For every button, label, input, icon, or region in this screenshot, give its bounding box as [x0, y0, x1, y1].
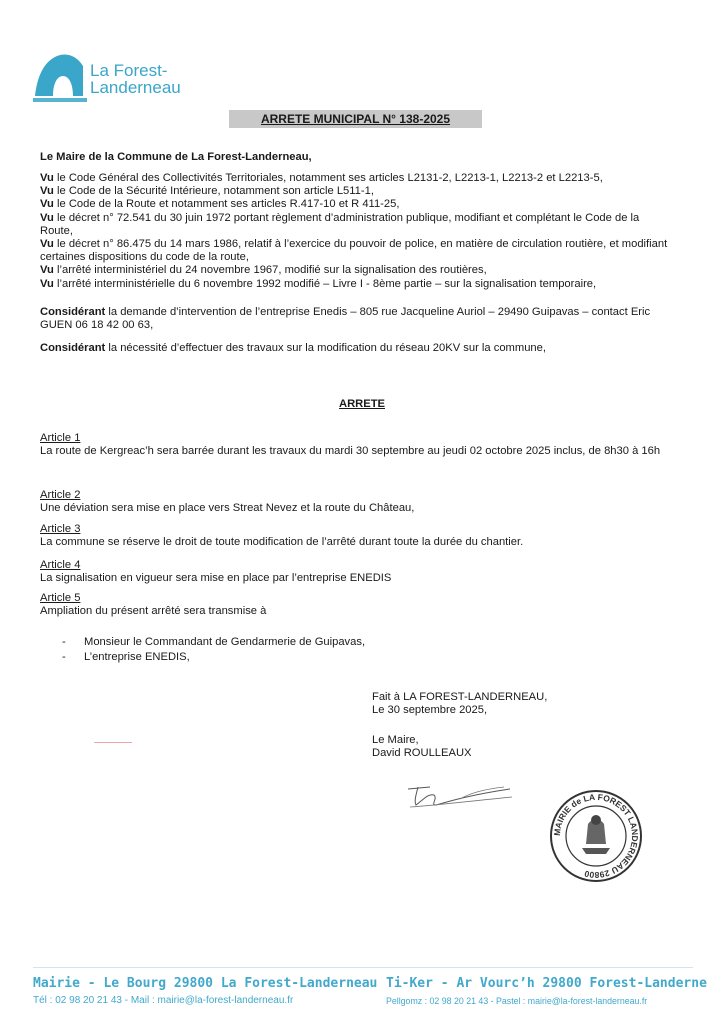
footer-divider — [33, 967, 693, 968]
logo-text: La Forest- Landerneau — [90, 61, 181, 97]
footer-contact-right: Pellgomz : 02 98 20 21 43 - Pastel : mairie@la-forest-landerneau.fr — [386, 996, 648, 1006]
vu-item: Vu le Code de la Route et notamment ses articles R.417-10 et R 411-25, — [40, 198, 400, 211]
article — [40, 592, 672, 618]
recipient-item: - Monsieur le Commandant de Gendarmerie de Guipavas, — [62, 636, 365, 651]
article-text: La signalisation en vigueur sera mise en place par l’entreprise ENEDIS — [40, 572, 392, 585]
vu-list — [40, 172, 672, 291]
vu-item: Vu le Code Général des Collectivités Territoriales, notamment ses articles L2131-2, L2213-1, L2213-2 et L2213-5, — [40, 172, 603, 184]
article — [40, 523, 672, 549]
official-stamp-icon — [548, 788, 644, 884]
vu-item: Vu le décret n° 86.475 du 14 mars 1986, relatif à l’exercice du pouvoir de police, en matière de circulation routière, et modifiant certaines dispositions du code de la route, — [40, 238, 668, 264]
article-text: Ampliation du présent arrêté sera transmise à — [40, 605, 267, 618]
article-label: Article 1 — [40, 432, 81, 444]
signature-place-date: Fait à LA FOREST-LANDERNEAU, Le 30 septembre 2025, — [372, 691, 548, 717]
svg-text:MAIRIE de LA FOREST LANDERNEAU: MAIRIE de LA FOREST LANDERNEAU 29800 — [551, 791, 641, 881]
article — [40, 559, 672, 585]
vu-item: Vu le Code de la Sécurité Intérieure, notamment son article L511-1, — [40, 185, 374, 198]
commune-logo — [33, 48, 193, 104]
arrete-heading: ARRETE — [339, 398, 385, 410]
recipient-list — [62, 636, 365, 666]
article-text: La route de Kergreac’h sera barrée durant les travaux du mardi 30 septembre au jeudi 02 octobre 2025 inclus, de 8h30 à 16h — [40, 445, 661, 458]
signatory: Le Maire, David ROULLEAUX — [372, 734, 472, 760]
considerant-item: Considérant la demande d’intervention de l’entreprise Enedis – 805 rue Jacqueline Auriol – 29490 Guipavas – contact Eric GUEN 06 18 42 00 63, — [40, 306, 651, 332]
article-text: La commune se réserve le droit de toute modification de l’arrêté durant toute la durée du chantier. — [40, 536, 524, 549]
considerant-item: Considérant la nécessité d’effectuer des travaux sur la modification du réseau 20KV sur la commune, — [40, 342, 546, 354]
footer-address-right: Ti-Ker - Ar Vourc’h 29800 Forest-Landerne — [386, 976, 707, 991]
article-label: Article 4 — [40, 559, 81, 571]
divider — [94, 742, 132, 743]
vu-item: Vu l’arrêté interministérielle du 6 novembre 1992 modifié – Livre I - 8ème partie – sur la signalisation temporaire, — [40, 277, 597, 290]
vu-item: Vu le décret n° 72.541 du 30 juin 1972 portant règlement d’administration publique, modifiant et complétant le Code de la Route, — [40, 211, 640, 237]
intro-line: Le Maire de la Commune de La Forest-Landerneau, — [40, 151, 312, 163]
footer-address-left: Mairie - Le Bourg 29800 La Forest-Landerneau — [33, 976, 378, 991]
article — [40, 432, 672, 458]
arch-logo-icon — [33, 48, 87, 104]
article-label: Article 5 — [40, 592, 81, 604]
handwritten-signature-icon — [400, 775, 520, 815]
footer-contact-left: Tél : 02 98 20 21 43 - Mail : mairie@la-forest-landerneau.fr — [33, 995, 294, 1006]
article-label: Article 3 — [40, 523, 81, 535]
article-text: Une déviation sera mise en place vers Streat Nevez et la route du Château, — [40, 502, 415, 515]
recipient-item: - L’entreprise ENEDIS, — [62, 651, 365, 666]
decree-title: ARRETE MUNICIPAL N° 138-2025 — [229, 110, 482, 128]
article — [40, 489, 672, 515]
article-label: Article 2 — [40, 489, 81, 501]
vu-item: Vu l’arrêté interministériel du 24 novembre 1967, modifié sur la signalisation des routières, — [40, 264, 487, 277]
